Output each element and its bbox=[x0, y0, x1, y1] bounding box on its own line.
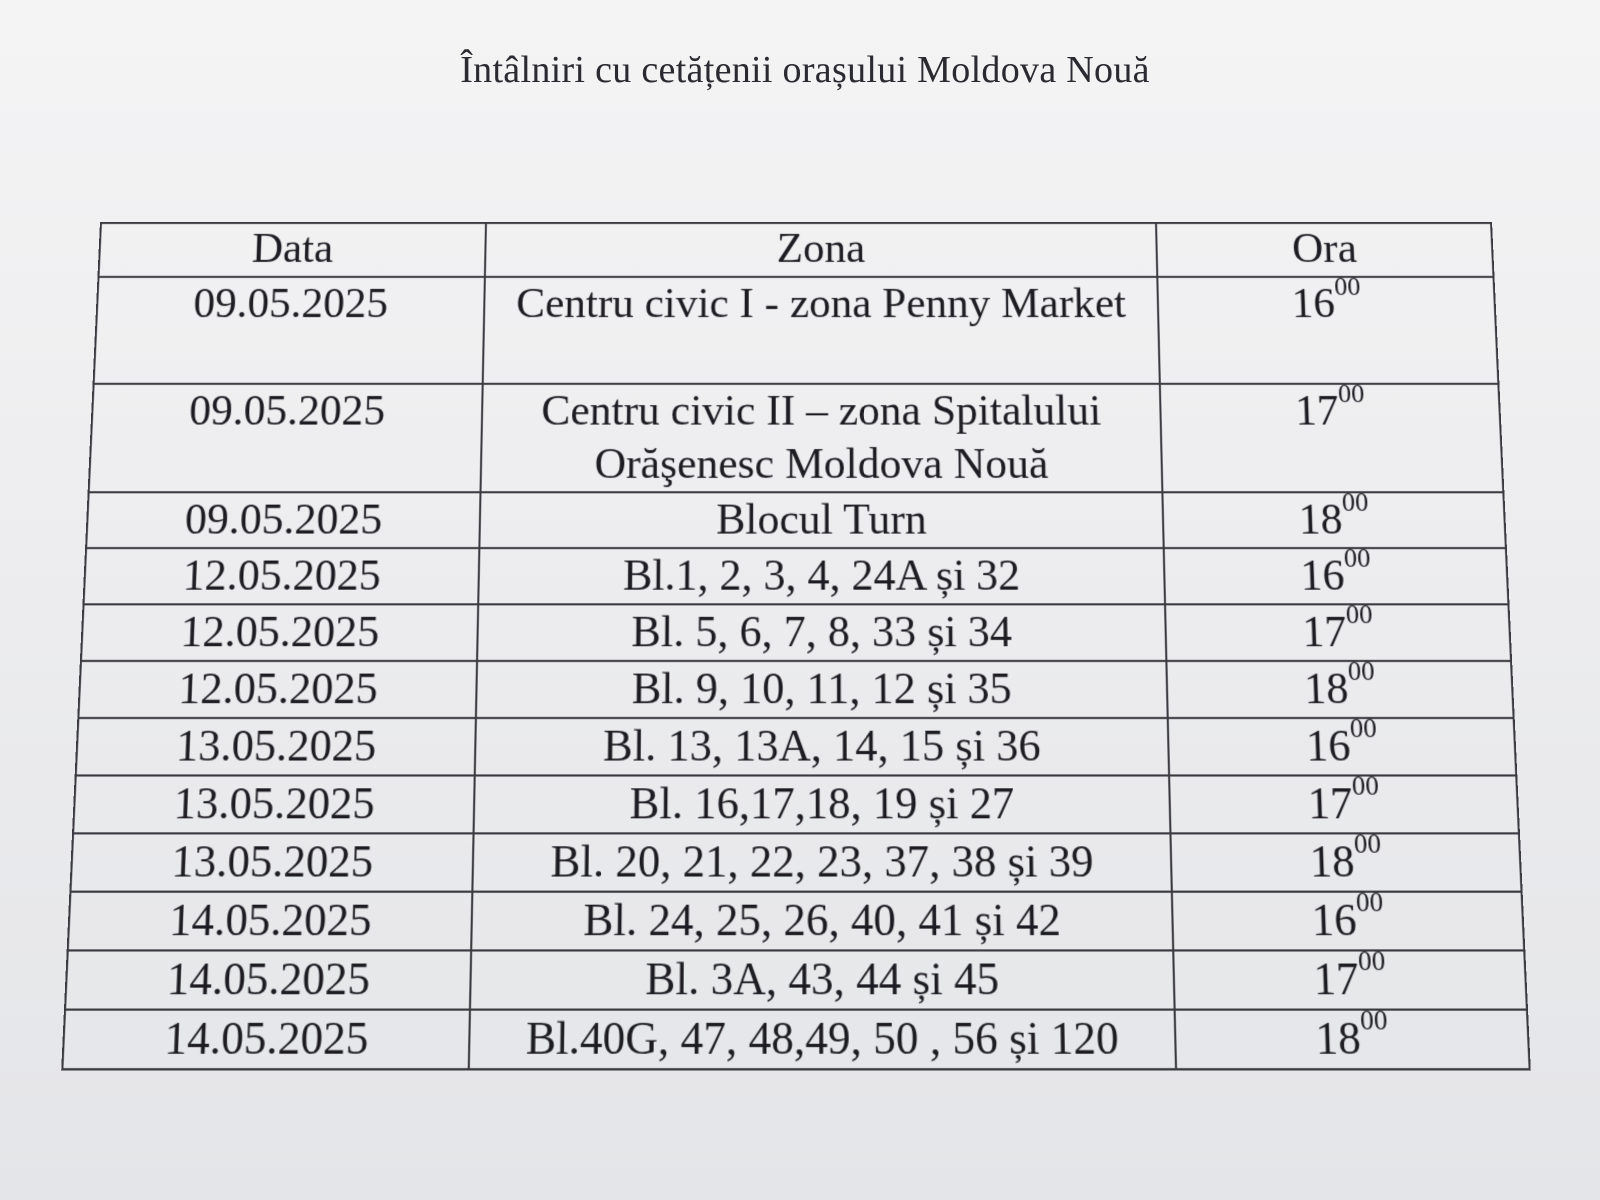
ora-hour: 16 bbox=[1310, 894, 1358, 947]
ora-hour: 18 bbox=[1314, 1012, 1362, 1065]
cell-zona: Bl. 20, 21, 22, 23, 37, 38 și 39 bbox=[472, 833, 1171, 891]
table-row bbox=[62, 1010, 1529, 1070]
table-row bbox=[89, 384, 1504, 492]
header-zona: Zona bbox=[485, 223, 1157, 277]
ora-minutes: 00 bbox=[1347, 655, 1376, 687]
ora-minutes: 00 bbox=[1351, 770, 1380, 802]
ora-minutes: 00 bbox=[1355, 886, 1384, 918]
header-data: Data bbox=[98, 223, 485, 277]
ora-minutes: 00 bbox=[1357, 944, 1386, 977]
cell-data: 14.05.2025 bbox=[62, 1010, 470, 1070]
ora-hour: 16 bbox=[1290, 279, 1336, 328]
cell-zona: Bl. 9, 10, 11, 12 și 35 bbox=[476, 661, 1168, 718]
cell-ora bbox=[1169, 770, 1519, 833]
ora-hour: 17 bbox=[1301, 607, 1348, 657]
table-row bbox=[68, 892, 1525, 951]
table-row bbox=[65, 950, 1527, 1009]
cell-ora bbox=[1175, 1004, 1530, 1070]
ora-minutes: 00 bbox=[1337, 378, 1365, 409]
ora-hour: 18 bbox=[1297, 495, 1344, 544]
cell-data: 13.05.2025 bbox=[73, 775, 475, 833]
ora-hour: 18 bbox=[1303, 664, 1350, 714]
table-row bbox=[84, 548, 1509, 604]
cell-data: 14.05.2025 bbox=[68, 892, 473, 951]
table-row bbox=[70, 833, 1521, 891]
cell-zona: Blocul Turn bbox=[479, 492, 1163, 548]
table-row bbox=[81, 604, 1511, 661]
meeting-schedule-table bbox=[61, 222, 1531, 1070]
cell-data: 14.05.2025 bbox=[65, 950, 471, 1009]
cell-data: 12.05.2025 bbox=[84, 548, 480, 604]
cell-data: 09.05.2025 bbox=[89, 384, 483, 492]
ora-minutes: 00 bbox=[1343, 542, 1371, 574]
ora-minutes: 00 bbox=[1345, 599, 1374, 630]
table-row bbox=[94, 277, 1499, 384]
cell-zona: Bl.1, 2, 3, 4, 24A și 32 bbox=[478, 548, 1165, 604]
cell-data: 13.05.2025 bbox=[70, 833, 473, 891]
ora-hour: 17 bbox=[1294, 386, 1340, 435]
cell-ora bbox=[1164, 542, 1509, 604]
ora-hour: 17 bbox=[1312, 953, 1360, 1006]
ora-hour: 18 bbox=[1308, 836, 1356, 888]
cell-data: 12.05.2025 bbox=[78, 661, 477, 718]
table-row bbox=[76, 718, 1517, 775]
cell-data: 12.05.2025 bbox=[81, 604, 478, 661]
cell-ora bbox=[1172, 886, 1524, 951]
cell-zona: Bl. 3A, 43, 44 și 45 bbox=[470, 950, 1175, 1009]
cell-zona: Bl. 13, 13A, 14, 15 și 36 bbox=[475, 718, 1169, 775]
table-row bbox=[78, 661, 1513, 718]
header-ora: Ora bbox=[1156, 223, 1493, 277]
ora-minutes: 00 bbox=[1349, 712, 1378, 744]
table-header-row bbox=[98, 223, 1493, 277]
cell-zona: Bl. 16,17,18, 19 și 27 bbox=[474, 775, 1171, 833]
cell-zona: Bl. 24, 25, 26, 40, 41 și 42 bbox=[471, 892, 1173, 951]
table-row bbox=[86, 492, 1506, 548]
cell-zona: Bl. 5, 6, 7, 8, 33 și 34 bbox=[477, 604, 1166, 661]
cell-zona: Bl.40G, 47, 48,49, 50 , 56 și 120 bbox=[469, 1010, 1176, 1070]
cell-zona: Centru civic I - zona Penny Market bbox=[483, 277, 1160, 384]
cell-data: 09.05.2025 bbox=[86, 492, 480, 548]
cell-ora bbox=[1166, 655, 1513, 718]
cell-ora bbox=[1170, 827, 1521, 891]
cell-zona: Centru civic II – zona Spitalului Orăşenesc Moldova Nouă bbox=[480, 384, 1162, 492]
cell-data: 09.05.2025 bbox=[94, 277, 485, 384]
cell-ora bbox=[1165, 599, 1511, 661]
cell-ora bbox=[1173, 944, 1527, 1009]
table-row bbox=[73, 775, 1519, 833]
ora-minutes: 00 bbox=[1341, 487, 1369, 518]
cell-ora bbox=[1162, 487, 1505, 548]
ora-hour: 17 bbox=[1307, 778, 1354, 830]
cell-data: 13.05.2025 bbox=[76, 718, 476, 775]
cell-ora bbox=[1160, 378, 1504, 492]
cell-ora bbox=[1157, 271, 1498, 384]
document-title: Întâlniri cu cetățenii orașului Moldova Nouă bbox=[460, 49, 1150, 91]
ora-minutes: 00 bbox=[1353, 827, 1382, 860]
ora-minutes: 00 bbox=[1333, 271, 1361, 301]
ora-hour: 16 bbox=[1299, 551, 1346, 601]
ora-minutes: 00 bbox=[1359, 1004, 1389, 1037]
ora-hour: 16 bbox=[1305, 721, 1352, 772]
cell-ora bbox=[1168, 712, 1517, 775]
